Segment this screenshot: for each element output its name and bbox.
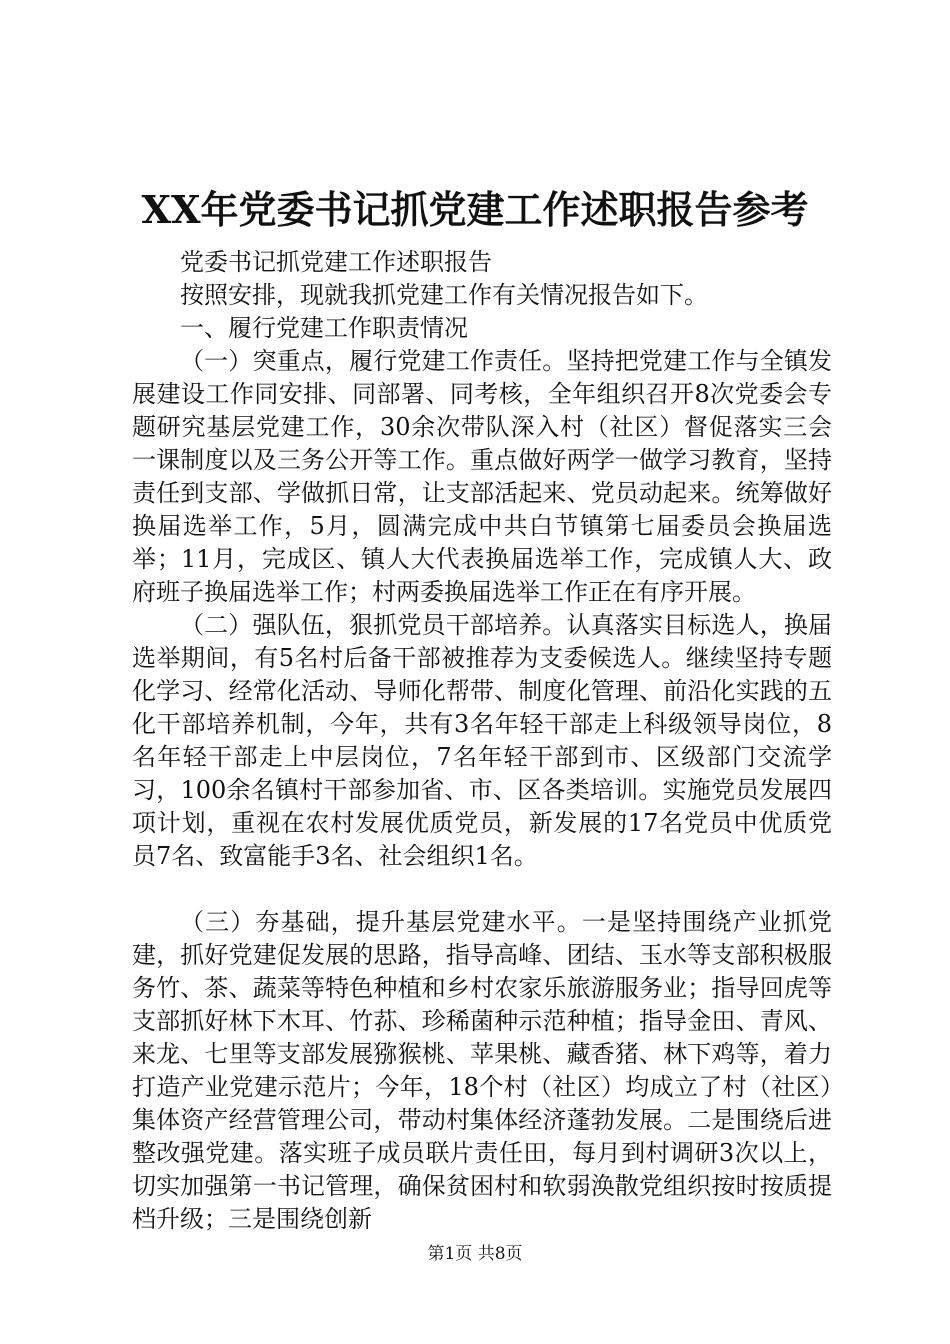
paragraph-item-two: （二）强队伍，狠抓党员干部培养。认真落实目标选人，换届选举期间，有5名村后备干部被推荐为支委候选人。继续坚持专题化学习、经常化活动、导师化帮带、制度化管理、前沿化实践的五化干部培养机制，今年，共有3名年轻干部走上科级领导岗位，8名年轻干部走上中层岗位，7名年轻干部到市、区级部门交流学习，100余名镇村干部参加省、市、区各类培训。实施党员发展四项计划，重视在农村发展优质党员，新发展的17名党员中优质党员7名、致富能手3名、社会组织1名。 (132, 611, 832, 870)
paragraph-intro: 按照安排，现就我抓党建工作有关情况报告如下。 (180, 281, 708, 309)
paragraph-item-one: （一）突重点，履行党建工作责任。坚持把党建工作与全镇发展建设工作同安排、同部署、同考核，全年组织召开8次党委会专题研究基层党建工作，30余次带队深入村（社区）督促落实三会一课制度以及三务公开等工作。重点做好两学一做学习教育，坚持责任到支部、学做抓日常，让支部活起来、党员动起来。统筹做好换届选举工作，5月，圆满完成中共白节镇第七届委员会换届选举；11月，完成区、镇人大代表换届选举工作，完成镇人大、政府班子换届选举工作；村两委换届选举工作正在有序开展。 (132, 347, 832, 606)
page-number: 第1页 共8页 (427, 1244, 523, 1264)
paragraph-item-three: （三）夯基础，提升基层党建水平。一是坚持围绕产业抓党建，抓好党建促发展的思路，指导高峰、团结、玉水等支部积极服务竹、茶、蔬菜等特色种植和乡村农家乐旅游服务业；指导回虎等支部抓好林下木耳、竹荪、珍稀菌种示范种植；指导金田、青风、来龙、七里等支部发展猕猴桃、苹果桃、藏香猪、林下鸡等，着力打造产业党建示范片；今年，18个村（社区）均成立了村（社区）集体资产经营管理公司，带动村集体经济蓬勃发展。二是围绕后进整改强党建。落实班子成员联片责任田，每月到村调研3次以上，切实加强第一书记管理，确保贫困村和软弱涣散党组织按时按质提档升级；三是围绕创新 (132, 908, 832, 1233)
paragraph-report-heading: 党委书记抓党建工作述职报告 (180, 248, 492, 276)
document-body (132, 246, 832, 1236)
paragraph-section-one-heading: 一、履行党建工作职责情况 (180, 314, 468, 342)
document-title: XX年党委书记抓党建工作述职报告参考 (141, 187, 809, 232)
